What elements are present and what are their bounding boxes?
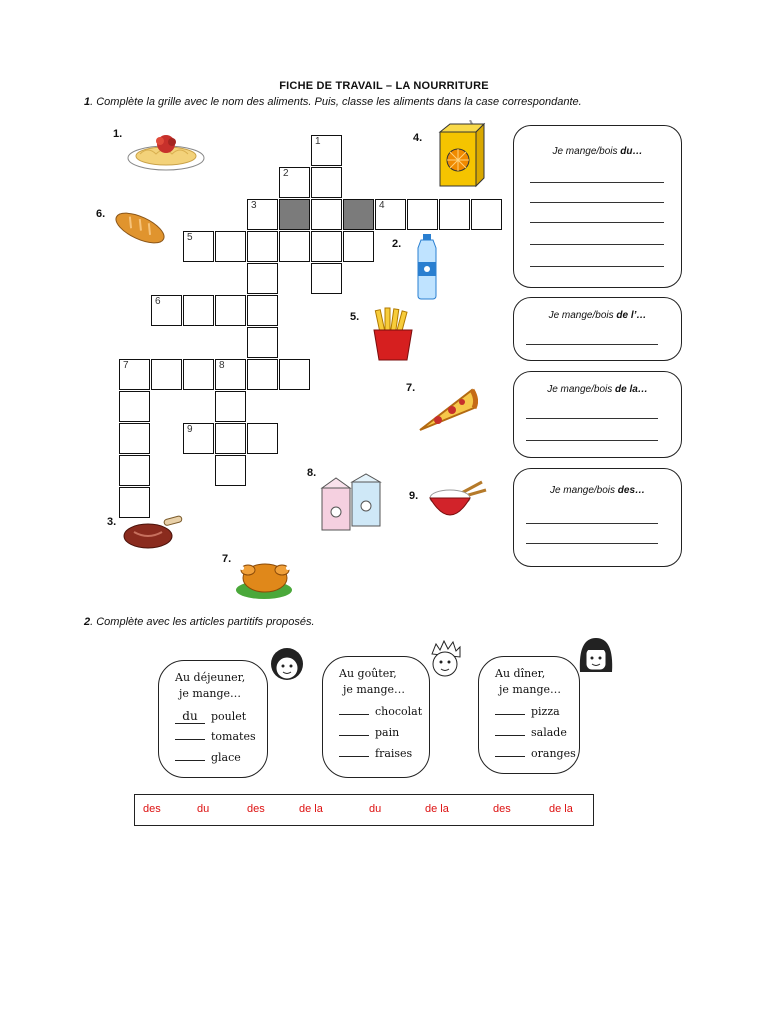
answer-line[interactable] <box>526 418 658 419</box>
juice-box-icon <box>436 120 488 190</box>
crossword-cell[interactable] <box>247 263 278 294</box>
crossword-cell[interactable] <box>311 263 342 294</box>
exercise-2-text: . Complète avec les articles partitifs proposés. <box>90 616 315 628</box>
exercise-2-number: 2 <box>84 616 91 628</box>
answer-line[interactable] <box>526 440 658 441</box>
crossword-cell[interactable] <box>183 295 214 326</box>
crossword-cell[interactable] <box>279 167 310 198</box>
food-word: chocolat <box>375 705 423 718</box>
article-blank[interactable] <box>175 760 205 761</box>
bread-icon <box>112 208 168 248</box>
crossword-cell[interactable] <box>119 391 150 422</box>
food-word: oranges <box>531 747 576 760</box>
crossword-cell[interactable] <box>311 135 342 166</box>
crossword-cell[interactable] <box>311 231 342 262</box>
box-prefix: Je mange/bois <box>547 384 616 395</box>
answer-line[interactable] <box>530 266 664 267</box>
crossword-cell[interactable] <box>183 423 214 454</box>
box-article: du… <box>620 146 643 157</box>
word-bank-item[interactable]: des <box>143 803 161 815</box>
word-bank-item[interactable]: du <box>197 803 210 815</box>
word-bank-item[interactable]: des <box>247 803 265 815</box>
clue-label-bread: 6. <box>96 208 106 220</box>
crossword-cell[interactable] <box>215 391 246 422</box>
bubble-item <box>175 730 256 743</box>
food-word: glace <box>211 751 241 764</box>
crossword-cell[interactable] <box>215 359 246 390</box>
crossword-cell[interactable] <box>151 295 182 326</box>
crossword-cell[interactable] <box>215 231 246 262</box>
bubble-item <box>339 747 412 760</box>
article-blank[interactable]: du <box>175 709 205 724</box>
box-prefix: Je mange/bois <box>549 485 618 496</box>
crossword-cell[interactable] <box>247 359 278 390</box>
crossword-cell[interactable] <box>247 231 278 262</box>
clue-label-juice: 4. <box>413 132 423 144</box>
crossword-cell[interactable] <box>119 359 150 390</box>
crossword-cell[interactable] <box>215 423 246 454</box>
rice-bowl-icon <box>426 478 488 524</box>
classify-box-des <box>513 468 682 567</box>
clue-number: 4 <box>379 200 385 211</box>
shaded-cell <box>343 199 374 230</box>
shaded-cell <box>279 199 310 230</box>
crossword-cell[interactable] <box>183 231 214 262</box>
clue-number: 5 <box>187 232 193 243</box>
bubble-heading: Au dîner, <box>495 667 546 680</box>
word-bank-item[interactable]: de la <box>425 803 449 815</box>
clue-label-water: 2. <box>392 238 402 250</box>
crossword-cell[interactable] <box>439 199 470 230</box>
clue-number: 1 <box>315 136 321 147</box>
word-bank-item[interactable]: de la <box>549 803 573 815</box>
crossword-cell[interactable] <box>183 359 214 390</box>
clue-number: 9 <box>187 424 193 435</box>
answer-line[interactable] <box>530 202 664 203</box>
article-blank[interactable] <box>339 735 369 736</box>
crossword-cell[interactable] <box>343 231 374 262</box>
clue-label-pasta: 1. <box>113 128 123 140</box>
pizza-slice-icon <box>416 384 478 434</box>
crossword-cell[interactable] <box>215 295 246 326</box>
crossword-cell[interactable] <box>279 359 310 390</box>
crossword-cell[interactable] <box>119 455 150 486</box>
girl-curly-hair-icon <box>268 644 306 686</box>
crossword-cell[interactable] <box>247 327 278 358</box>
word-bank-item[interactable]: du <box>369 803 382 815</box>
answer-line[interactable] <box>526 523 658 524</box>
clue-label-chicken: 7. <box>222 553 232 565</box>
answer-line[interactable] <box>526 344 658 345</box>
boy-spiky-hair-icon <box>426 640 464 684</box>
food-word: tomates <box>211 730 256 743</box>
article-blank[interactable] <box>495 714 525 715</box>
food-word: poulet <box>211 710 247 723</box>
speech-bubble <box>158 660 268 778</box>
answer-line[interactable] <box>530 182 664 183</box>
answer-line[interactable] <box>530 222 664 223</box>
speech-bubble <box>322 656 430 778</box>
word-bank-item[interactable]: de la <box>299 803 323 815</box>
clue-number: 8 <box>219 360 225 371</box>
exercise-1-number: 1 <box>84 96 91 108</box>
clue-number: 2 <box>283 168 289 179</box>
article-blank[interactable] <box>495 735 525 736</box>
bubble-subheading: je mange… <box>499 683 562 696</box>
clue-number: 3 <box>251 200 257 211</box>
crossword-cell[interactable] <box>151 359 182 390</box>
food-word: pain <box>375 726 400 739</box>
word-bank <box>134 794 594 826</box>
clue-number: 6 <box>155 296 161 307</box>
crossword-cell[interactable] <box>311 167 342 198</box>
clue-label-fries: 5. <box>350 311 360 323</box>
clue-label-pizza: 7. <box>406 382 416 394</box>
bubble-item <box>495 747 576 760</box>
exercise-1-instruction <box>84 96 582 108</box>
pasta-icon <box>126 124 206 174</box>
answer-line[interactable] <box>526 543 658 544</box>
classify-box-de-la <box>513 371 682 458</box>
speech-bubble <box>478 656 580 774</box>
article-blank[interactable] <box>339 756 369 757</box>
crossword-cell[interactable] <box>407 199 438 230</box>
food-word: fraises <box>375 747 413 760</box>
bubble-item <box>339 705 422 718</box>
crossword-cell[interactable] <box>119 423 150 454</box>
crossword-cell[interactable] <box>215 455 246 486</box>
crossword-cell[interactable] <box>247 199 278 230</box>
steak-icon <box>122 514 186 550</box>
fries-icon <box>370 306 416 362</box>
food-word: pizza <box>531 705 560 718</box>
box-article: de la… <box>615 384 648 395</box>
classify-box-de-l <box>513 297 682 361</box>
box-prefix: Je mange/bois <box>552 146 621 157</box>
clue-number: 7 <box>123 360 129 371</box>
crossword-cell[interactable] <box>279 231 310 262</box>
clue-label-rice: 9. <box>409 490 419 502</box>
crossword-cell[interactable] <box>247 295 278 326</box>
article-blank[interactable] <box>339 714 369 715</box>
bubble-item <box>339 726 399 739</box>
bubble-item <box>495 705 560 718</box>
worksheet-title: FICHE DE TRAVAIL – LA NOURRITURE <box>279 80 489 92</box>
box-article: des… <box>617 485 646 496</box>
water-bottle-icon <box>414 232 440 300</box>
classify-box-du <box>513 125 682 288</box>
bubble-subheading: je mange… <box>343 683 406 696</box>
bubble-subheading: je mange… <box>179 687 242 700</box>
word-bank-item[interactable]: des <box>493 803 511 815</box>
roast-chicken-icon <box>234 552 296 602</box>
answer-line[interactable] <box>530 244 664 245</box>
bubble-heading: Au goûter, <box>339 667 397 680</box>
bubble-item <box>495 726 567 739</box>
clue-label-milk: 8. <box>307 467 317 479</box>
article-blank[interactable] <box>175 739 205 740</box>
crossword-cell[interactable] <box>375 199 406 230</box>
bubble-item <box>175 709 246 724</box>
exercise-1-text: . Complète la grille avec le nom des aliments. Puis, classe les aliments dans la case correspondante. <box>90 96 582 108</box>
crossword-cell[interactable] <box>247 423 278 454</box>
food-word: salade <box>531 726 567 739</box>
girl-bob-hair-icon <box>576 634 616 678</box>
bubble-item <box>175 751 241 764</box>
box-article: de l’… <box>616 310 647 321</box>
exercise-2-instruction <box>84 616 315 628</box>
clue-label-steak: 3. <box>107 516 117 528</box>
milk-cartons-icon <box>318 472 388 534</box>
article-blank[interactable] <box>495 756 525 757</box>
crossword-cell[interactable] <box>471 199 502 230</box>
box-prefix: Je mange/bois <box>548 310 617 321</box>
crossword-cell[interactable] <box>311 199 342 230</box>
bubble-heading: Au déjeuner, <box>175 671 246 684</box>
